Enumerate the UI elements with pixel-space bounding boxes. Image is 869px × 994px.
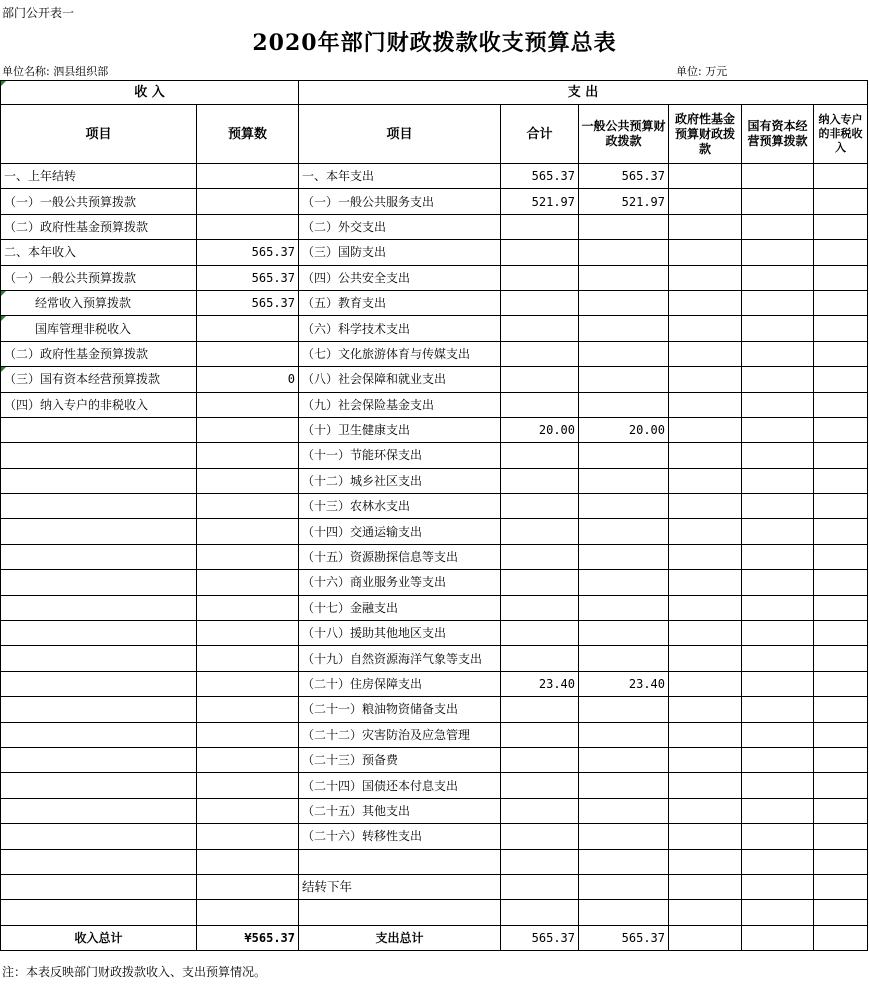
expense-general [579,392,669,417]
currency-unit: 单位: 万元 [676,65,728,78]
table-row [1,443,868,468]
expense-special [814,392,868,417]
expense-total [501,367,579,392]
expense-special [814,824,868,849]
expense-state-capital [742,519,814,544]
income-value [197,519,299,544]
table-row [1,621,868,646]
expense-item: （十六）商业服务业等支出 [299,570,501,595]
expense-state-capital [742,671,814,696]
header-row-1 [1,81,868,105]
expense-total [501,697,579,722]
expense-state-capital [742,164,814,189]
expense-special [814,164,868,189]
expense-general [579,621,669,646]
special-account-header: 纳入专户的非税收入 [814,105,868,164]
expense-item: （七）文化旅游体育与传媒支出 [299,341,501,366]
expense-general [579,874,669,899]
expense-total: 565.37 [501,164,579,189]
expense-state-capital [742,494,814,519]
expense-fund [669,874,742,899]
expense-fund [669,240,742,265]
table-row [1,164,868,189]
income-value [197,494,299,519]
expense-general [579,316,669,341]
income-value [197,341,299,366]
expense-state-capital [742,824,814,849]
expense-special [814,570,868,595]
table-row [1,697,868,722]
income-value [197,773,299,798]
expense-state-capital [742,214,814,239]
table-row [1,544,868,569]
expense-total [501,443,579,468]
expense-special [814,316,868,341]
expense-total [501,494,579,519]
fund-budget-header: 政府性基金预算财政拨款 [669,105,742,164]
expense-special [814,367,868,392]
income-item: （一）一般公共预算拨款 [1,189,197,214]
expense-general [579,900,669,925]
expense-fund [669,544,742,569]
table-row [1,214,868,239]
footnote: 注：本表反映部门财政拨款收入、支出预算情况。 [2,965,267,979]
expense-state-capital [742,316,814,341]
expense-item: （十八）援助其他地区支出 [299,621,501,646]
expense-item: 结转下年 [299,874,501,899]
expense-special [814,874,868,899]
expense-item: （八）社会保障和就业支出 [299,367,501,392]
income-item-header: 项目 [1,105,197,164]
income-item: （二）政府性基金预算拨款 [1,214,197,239]
expense-general [579,494,669,519]
expense-general [579,773,669,798]
expense-state-capital [742,773,814,798]
income-item: （一）一般公共预算拨款 [1,265,197,290]
table-row [1,798,868,823]
expense-general [579,265,669,290]
expense-general [579,570,669,595]
income-item [1,417,197,442]
expense-state-capital [742,544,814,569]
expense-total [501,900,579,925]
expense-state-capital [742,849,814,874]
expense-item: （十三）农林水支出 [299,494,501,519]
income-value [197,468,299,493]
expense-item [299,849,501,874]
header-row-2 [1,105,868,164]
income-value [197,900,299,925]
expense-general [579,722,669,747]
expense-state-capital [742,722,814,747]
expense-item: （十二）城乡社区支出 [299,468,501,493]
expense-special [814,214,868,239]
expense-item: （九）社会保险基金支出 [299,392,501,417]
expense-state-capital [742,621,814,646]
income-item: 二、本年收入 [1,240,197,265]
income-value [197,544,299,569]
expense-special [814,773,868,798]
expense-fund [669,494,742,519]
table-row [1,265,868,290]
expense-total [501,747,579,772]
expense-state-capital [742,747,814,772]
income-item [1,646,197,671]
expense-state-capital [742,595,814,620]
expense-special [814,519,868,544]
expense-general [579,519,669,544]
expense-state-capital [742,265,814,290]
table-row [1,824,868,849]
expense-general [579,646,669,671]
expense-state-capital [742,443,814,468]
expense-item [299,900,501,925]
unit-name: 单位名称: 泗县组织部 [2,65,109,78]
expense-item: （十九）自然资源海洋气象等支出 [299,646,501,671]
totals-row [1,925,868,950]
expense-fund [669,798,742,823]
table-row [1,849,868,874]
expense-fund [669,900,742,925]
expense-state-capital [742,240,814,265]
expense-state-capital [742,874,814,899]
income-value [197,824,299,849]
income-item [1,671,197,696]
expense-special [814,646,868,671]
expense-general: 565.37 [579,164,669,189]
expense-total-label: 支出总计 [299,925,501,950]
expense-state-capital [742,417,814,442]
expense-general [579,824,669,849]
expense-total [501,240,579,265]
expense-total [501,874,579,899]
income-value: 565.37 [197,240,299,265]
expense-general [579,367,669,392]
expense-fund [669,316,742,341]
expense-total [501,392,579,417]
expense-total [501,621,579,646]
income-item [1,874,197,899]
expense-general [579,290,669,315]
expense-total [501,290,579,315]
income-item [1,595,197,620]
expense-special [814,290,868,315]
expense-fund [669,671,742,696]
page-title: 2020年部门财政拨款收支预算总表 [252,30,617,56]
expense-state-capital [742,341,814,366]
expense-fund [669,290,742,315]
table-row [1,468,868,493]
table-row [1,570,868,595]
income-value [197,443,299,468]
income-budget-header: 预算数 [197,105,299,164]
expense-special [814,697,868,722]
income-value [197,798,299,823]
expense-fund [669,214,742,239]
expense-state-capital [742,290,814,315]
expense-item: （十）卫生健康支出 [299,417,501,442]
expense-state-capital [742,367,814,392]
expense-header: 支 出 [299,81,868,105]
expense-total: 521.97 [501,189,579,214]
expense-fund [669,747,742,772]
expense-state-capital [742,697,814,722]
expense-general: 521.97 [579,189,669,214]
expense-general [579,595,669,620]
expense-special [814,189,868,214]
expense-total [501,570,579,595]
income-item [1,747,197,772]
income-value [197,417,299,442]
income-value [197,189,299,214]
expense-fund [669,646,742,671]
expense-special [814,595,868,620]
expense-item: （二）外交支出 [299,214,501,239]
expense-total [501,824,579,849]
expense-fund [669,621,742,646]
income-value [197,722,299,747]
expense-total [501,722,579,747]
expense-fund [669,595,742,620]
income-value: 565.37 [197,290,299,315]
expense-item: （十五）资源勘探信息等支出 [299,544,501,569]
income-value [197,214,299,239]
table-row [1,874,868,899]
income-item: 一、上年结转 [1,164,197,189]
expense-total: 23.40 [501,671,579,696]
table-row [1,341,868,366]
expense-state-capital [742,468,814,493]
state-capital-total [742,925,814,950]
expense-fund [669,392,742,417]
expense-state-capital [742,189,814,214]
expense-fund [669,773,742,798]
expense-item: 一、本年支出 [299,164,501,189]
table-row [1,747,868,772]
expense-state-capital [742,798,814,823]
income-item [1,621,197,646]
income-item [1,849,197,874]
expense-general [579,443,669,468]
income-value [197,849,299,874]
expense-special [814,798,868,823]
table-row [1,316,868,341]
expense-total [501,849,579,874]
income-total-label: 收入总计 [1,925,197,950]
expense-item: （十四）交通运输支出 [299,519,501,544]
income-item [1,773,197,798]
expense-fund [669,164,742,189]
expense-special [814,849,868,874]
expense-special [814,494,868,519]
table-body [1,164,868,926]
table-row [1,722,868,747]
income-value [197,392,299,417]
expense-special [814,265,868,290]
expense-item: （二十二）灾害防治及应急管理 [299,722,501,747]
income-value [197,874,299,899]
expense-fund [669,443,742,468]
expense-fund [669,519,742,544]
expense-special [814,621,868,646]
expense-fund [669,722,742,747]
expense-total [501,773,579,798]
expense-total [501,646,579,671]
doc-label: 部门公开表一 [2,6,75,20]
expense-special [814,417,868,442]
income-value [197,747,299,772]
income-item [1,570,197,595]
income-item [1,519,197,544]
expense-general [579,240,669,265]
income-value [197,697,299,722]
table-row [1,494,868,519]
table-row [1,290,868,315]
income-item: 国库管理非税收入 [1,316,197,341]
expense-total [501,595,579,620]
expense-general [579,697,669,722]
expense-fund [669,189,742,214]
expense-state-capital [742,900,814,925]
income-value [197,671,299,696]
income-item [1,468,197,493]
expense-total [501,544,579,569]
expense-general [579,468,669,493]
expense-total [501,468,579,493]
expense-total [501,519,579,544]
expense-general [579,798,669,823]
expense-item: （十七）金融支出 [299,595,501,620]
table-row [1,367,868,392]
expense-special [814,443,868,468]
table-row [1,646,868,671]
expense-item: （四）公共安全支出 [299,265,501,290]
expense-special [814,900,868,925]
expense-fund [669,468,742,493]
expense-item: （五）教育支出 [299,290,501,315]
expense-total: 20.00 [501,417,579,442]
income-value [197,164,299,189]
expense-special [814,722,868,747]
income-item [1,494,197,519]
state-capital-header: 国有资本经营预算拨款 [742,105,814,164]
income-item [1,798,197,823]
income-item: （三）国有资本经营预算拨款 [1,367,197,392]
income-item [1,443,197,468]
expense-total [501,798,579,823]
income-item: （二）政府性基金预算拨款 [1,341,197,366]
expense-fund [669,824,742,849]
expense-state-capital [742,646,814,671]
expense-special [814,747,868,772]
expense-fund [669,417,742,442]
table-row [1,392,868,417]
income-value: 0 [197,367,299,392]
expense-item: （十一）节能环保支出 [299,443,501,468]
expense-item: （二十三）预备费 [299,747,501,772]
special-total [814,925,868,950]
expense-item-header: 项目 [299,105,501,164]
income-item [1,697,197,722]
income-value [197,595,299,620]
expense-item: （二十六）转移性支出 [299,824,501,849]
income-value [197,646,299,671]
expense-item: （一）一般公共服务支出 [299,189,501,214]
income-item: （四）纳入专户的非税收入 [1,392,197,417]
total-header: 合计 [501,105,579,164]
income-value [197,570,299,595]
expense-general-total: 565.37 [579,925,669,950]
expense-item: （三）国防支出 [299,240,501,265]
budget-table [0,80,868,951]
table-row [1,240,868,265]
expense-total [501,316,579,341]
expense-special [814,468,868,493]
fund-total [669,925,742,950]
expense-item: （二十一）粮油物资储备支出 [299,697,501,722]
expense-item: （二十四）国债还本付息支出 [299,773,501,798]
table-row [1,900,868,925]
income-item [1,722,197,747]
table-row [1,519,868,544]
expense-special [814,341,868,366]
table-row [1,773,868,798]
expense-total [501,214,579,239]
expense-special [814,544,868,569]
income-item: 经常收入预算拨款 [1,290,197,315]
expense-state-capital [742,392,814,417]
expense-general [579,214,669,239]
income-item [1,824,197,849]
expense-general: 23.40 [579,671,669,696]
income-value: 565.37 [197,265,299,290]
general-budget-header: 一般公共预算财政拨款 [579,105,669,164]
income-total-value: ¥565.37 [197,925,299,950]
expense-item: （六）科学技术支出 [299,316,501,341]
income-item [1,544,197,569]
table-row [1,595,868,620]
expense-fund [669,849,742,874]
income-header: 收 入 [1,81,299,105]
expense-general: 20.00 [579,417,669,442]
expense-item: （二十）住房保障支出 [299,671,501,696]
table-row [1,417,868,442]
income-value [197,316,299,341]
table-row [1,189,868,214]
expense-general [579,544,669,569]
expense-general [579,747,669,772]
expense-total [501,265,579,290]
expense-item: （二十五）其他支出 [299,798,501,823]
expense-special [814,671,868,696]
expense-state-capital [742,570,814,595]
expense-total-value: 565.37 [501,925,579,950]
expense-fund [669,341,742,366]
expense-total [501,341,579,366]
expense-fund [669,367,742,392]
expense-general [579,849,669,874]
expense-special [814,240,868,265]
expense-fund [669,265,742,290]
expense-fund [669,697,742,722]
expense-general [579,341,669,366]
table-row [1,671,868,696]
income-item [1,900,197,925]
income-value [197,621,299,646]
expense-fund [669,570,742,595]
